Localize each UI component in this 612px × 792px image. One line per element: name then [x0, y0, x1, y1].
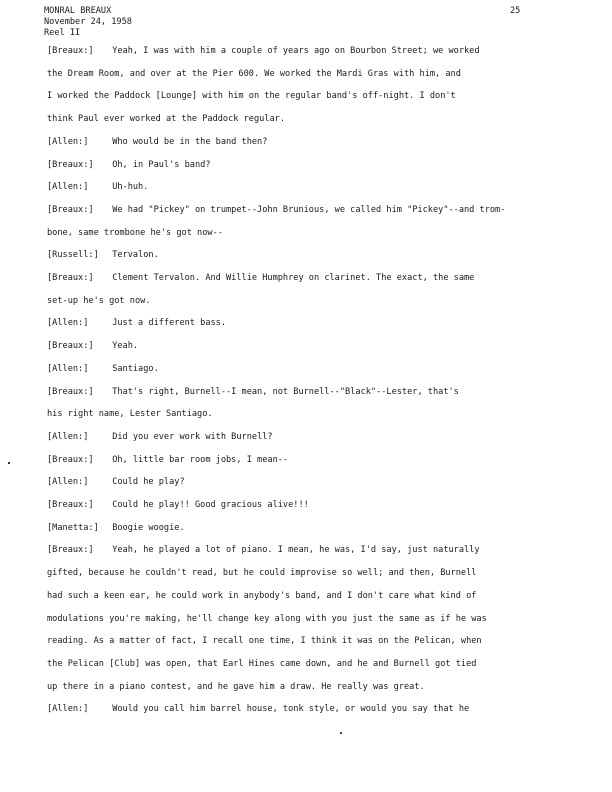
transcript-line — [47, 137, 567, 148]
line-text: up there in a piano contest, and he gave him a draw. He really was great. — [47, 681, 425, 692]
transcript-line — [47, 160, 567, 171]
transcript-line — [47, 545, 567, 556]
transcript-line — [47, 296, 567, 307]
header-name: MONRAL BREAUX — [44, 6, 112, 16]
speaker-label: [Allen:] — [47, 431, 89, 442]
transcript-line — [47, 182, 567, 193]
transcript-line — [47, 432, 567, 443]
line-text: Just a different bass. — [112, 318, 227, 329]
line-text: his right name, Lester Santiago. — [47, 409, 213, 420]
transcript-line — [47, 591, 567, 602]
line-text: reading. As a matter of fact, I recall one time, I think it was on the Pelican, when — [47, 636, 482, 647]
page-number: 25 — [510, 6, 521, 16]
line-text: think Paul ever worked at the Paddock regular. — [47, 114, 285, 125]
transcript-line — [47, 568, 567, 579]
line-text: bone, same trombone he's got now-- — [47, 227, 223, 238]
transcript-line — [47, 523, 567, 534]
line-text: Oh, little bar room jobs, I mean-- — [112, 454, 289, 465]
line-text: Santiago. — [112, 363, 159, 374]
speaker-label: [Breaux:] — [47, 545, 94, 556]
transcript-line — [47, 636, 567, 647]
speaker-label: [Breaux:] — [47, 454, 94, 465]
speaker-label: [Breaux:] — [47, 204, 94, 215]
speaker-label: [Allen:] — [47, 136, 89, 147]
transcript-line — [47, 91, 567, 102]
transcript-line — [47, 477, 567, 488]
line-text: had such a keen ear, he could work in anybody's band, and I don't care what kind of — [47, 590, 477, 601]
header-reel: Reel II — [44, 28, 81, 38]
line-text: Yeah, he played a lot of piano. I mean, he was, I'd say, just naturally — [112, 545, 480, 556]
transcript-line — [47, 250, 567, 261]
transcript-line — [47, 341, 567, 352]
speaker-label: [Allen:] — [47, 704, 89, 715]
line-text: Yeah. — [112, 341, 139, 352]
transcript-line — [47, 409, 567, 420]
transcript-line — [47, 659, 567, 670]
transcript-line — [47, 114, 567, 125]
transcript-line — [47, 228, 567, 239]
transcript-line — [47, 614, 567, 625]
transcript-line — [47, 387, 567, 398]
transcript-line — [47, 69, 567, 80]
line-text: Oh, in Paul's band? — [112, 159, 211, 170]
line-text: Did you ever work with Burnell? — [112, 431, 273, 442]
line-text: Uh-huh. — [112, 182, 149, 193]
transcript-line — [47, 704, 567, 715]
speaker-label: [Breaux:] — [47, 341, 94, 352]
line-text: Clement Tervalon. And Willie Humphrey on clarinet. The exact, the same — [112, 273, 475, 283]
transcript-line — [47, 46, 567, 57]
speaker-label: [Allen:] — [47, 182, 89, 193]
speaker-label: [Breaux:] — [47, 46, 94, 56]
speaker-label: [Russell:] — [47, 250, 99, 261]
line-text: Boogie woogie. — [112, 522, 185, 533]
speaker-label: [Allen:] — [47, 477, 89, 488]
transcript-line — [47, 318, 567, 329]
line-text: Yeah, I was with him a couple of years ago on Bourbon Street; we worked — [112, 46, 480, 56]
speaker-label: [Breaux:] — [47, 386, 94, 397]
speaker-label: [Breaux:] — [47, 273, 94, 283]
transcript-line — [47, 682, 567, 693]
speaker-label: [Manetta:] — [47, 522, 99, 533]
header-date: November 24, 1958 — [44, 17, 132, 27]
line-text: Could he play? — [112, 477, 185, 488]
line-text: the Dream Room, and over at the Pier 600. We worked the Mardi Gras with him, and — [47, 68, 461, 79]
line-text: I worked the Paddock [Lounge] with him on the regular band's off-night. I don't — [47, 91, 456, 102]
transcript-line — [47, 273, 567, 284]
line-text: Could he play!! Good gracious alive!!! — [112, 500, 309, 510]
scan-mark — [8, 462, 10, 464]
speaker-label: [Allen:] — [47, 318, 89, 329]
scan-speck — [340, 732, 342, 734]
line-text: Would you call him barrel house, tonk style, or would you say that he — [112, 704, 470, 715]
line-text: gifted, because he couldn't read, but he could improvise so well; and then, Burnell — [47, 568, 477, 579]
transcript-line — [47, 205, 567, 216]
line-text: Tervalon. — [112, 250, 159, 261]
speaker-label: [Breaux:] — [47, 500, 94, 510]
transcript-line — [47, 500, 567, 511]
speaker-label: [Breaux:] — [47, 159, 94, 170]
line-text: That's right, Burnell--I mean, not Burnell--"Black"--Lester, that's — [112, 386, 459, 397]
line-text: the Pelican [Club] was open, that Earl Hines came down, and he and Burnell got tied — [47, 658, 477, 669]
line-text: set-up he's got now. — [47, 295, 151, 306]
transcript-line — [47, 455, 567, 466]
line-text: We had "Pickey" on trumpet--John Brunious, we called him "Pickey"--and trom- — [112, 204, 506, 215]
line-text: modulations you're making, he'll change key along with you just the same as if he was — [47, 613, 487, 624]
line-text: Who would be in the band then? — [112, 136, 268, 147]
speaker-label: [Allen:] — [47, 363, 89, 374]
transcript-line — [47, 364, 567, 375]
